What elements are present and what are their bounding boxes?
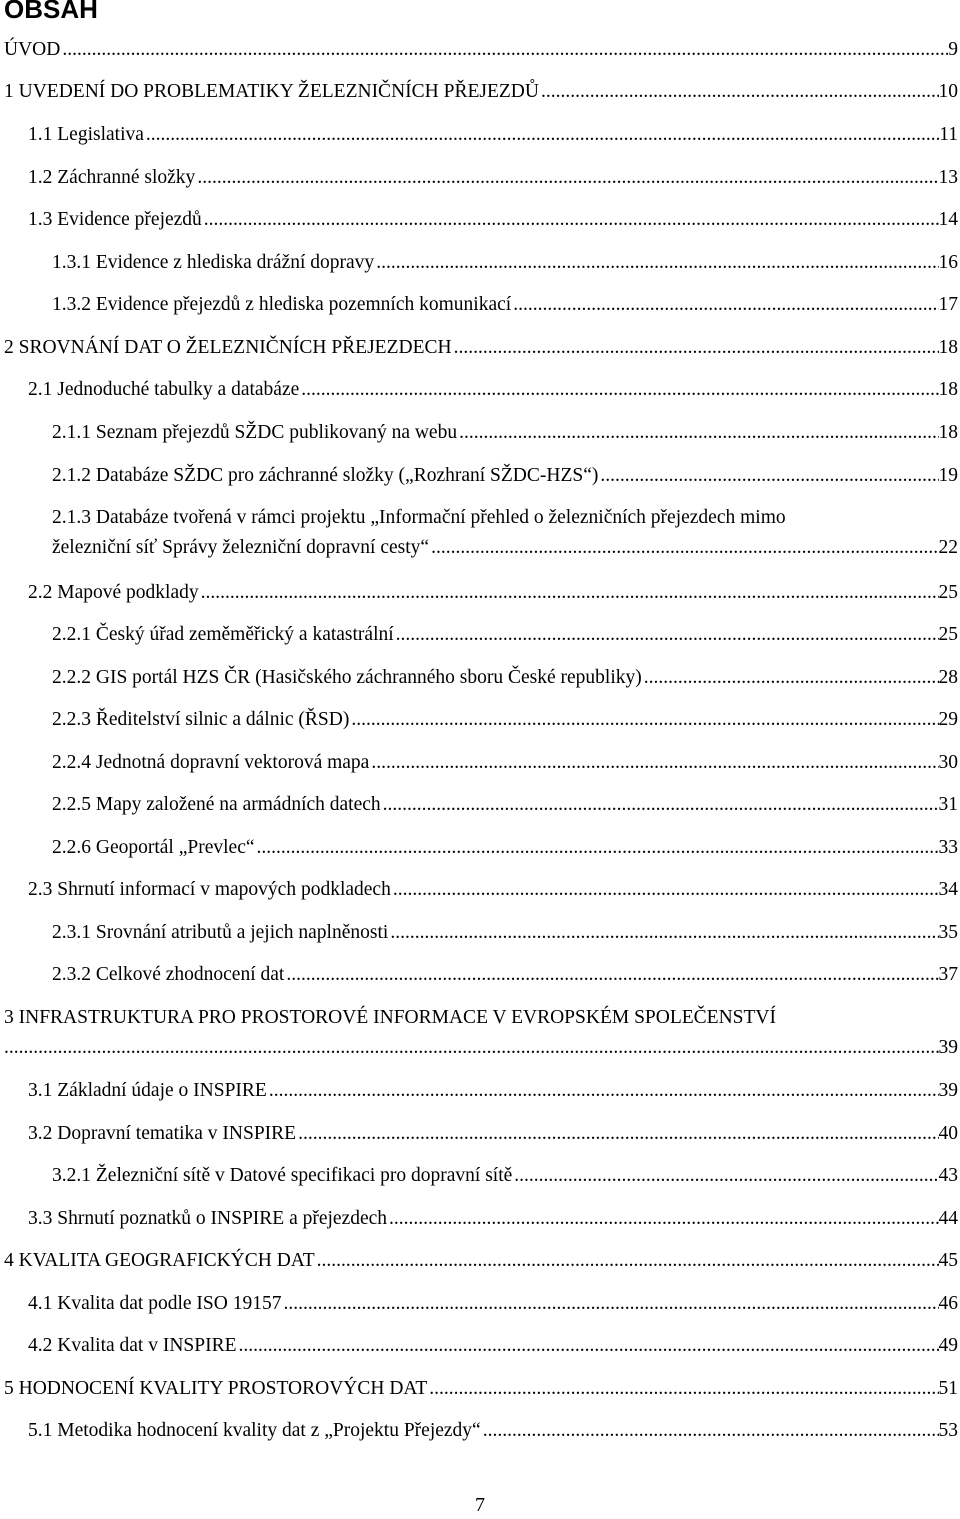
toc-entry-title: 3.2.1 Železniční sítě v Datové specifikaci pro dopravní sítě [52, 1165, 513, 1186]
toc-entry-2-2-6[interactable] [52, 834, 958, 862]
toc-entry-page: 51 [938, 1378, 958, 1399]
dot-leader [374, 249, 938, 277]
dot-leader [296, 1120, 938, 1148]
dot-leader [457, 419, 938, 447]
toc-entry-chapter-4[interactable] [4, 1247, 958, 1275]
toc-entry-title-line-2: železniční síť Správy železniční dopravní cesty“ [52, 537, 430, 558]
toc-entry-2-1-2[interactable] [52, 462, 958, 490]
toc-entry-page: 18 [938, 422, 958, 443]
toc-entry-title: 5.1 Metodika hodnocení kvality dat z „Projektu Přejezdy“ [28, 1420, 481, 1441]
toc-entry-title: 2.1.1 Seznam přejezdů SŽDC publikovaný na webu [52, 422, 458, 443]
dot-leader [512, 1162, 938, 1190]
dot-leader [391, 876, 939, 904]
toc-entry-page: 16 [938, 252, 958, 273]
toc-entry-title: ÚVOD [4, 39, 61, 60]
toc-entry-page: 37 [938, 964, 958, 985]
toc-entry-title: 2 SROVNÁNÍ DAT O ŽELEZNIČNÍCH PŘEJEZDECH [4, 337, 452, 358]
toc-entry-title: 2.2.4 Jednotná dopravní vektorová mapa [52, 752, 370, 773]
toc-entry-page: 35 [938, 922, 958, 943]
toc-entry-4-2[interactable] [28, 1332, 958, 1360]
dot-leader [387, 1205, 938, 1233]
toc-entry-3-2[interactable] [28, 1120, 958, 1148]
toc-entry-chapter-1[interactable] [4, 78, 958, 106]
toc-entry-title: 2.1.2 Databáze SŽDC pro záchranné složky („Rozhraní SŽDC-HZS“) [52, 465, 599, 486]
dot-leader [452, 334, 939, 362]
toc-entry-page: 34 [938, 879, 958, 900]
toc-entry-title: 2.2.5 Mapy založené na armádních datech [52, 794, 381, 815]
toc-entry-5-1[interactable] [28, 1417, 958, 1445]
toc-entry-title: 2.1 Jednoduché tabulky a databáze [28, 379, 300, 400]
dot-leader [511, 291, 938, 319]
toc-entry-title: 3.1 Základní údaje o INSPIRE [28, 1080, 267, 1101]
toc-entry-4-1[interactable] [28, 1290, 958, 1318]
toc-entry-page: 53 [938, 1420, 958, 1441]
toc-entry-uvod[interactable] [4, 36, 958, 64]
page-number: 7 [475, 1494, 485, 1516]
toc-entry-page: 22 [938, 537, 958, 558]
toc-entry-chapter-5[interactable] [4, 1375, 958, 1403]
toc-entry-title: 1.3 Evidence přejezdů [28, 209, 202, 230]
toc-entry-title: 1.2 Záchranné složky [28, 167, 196, 188]
toc-entry-page: 19 [938, 465, 958, 486]
dot-leader [349, 706, 938, 734]
dot-leader [4, 1034, 939, 1062]
dot-leader [281, 1290, 938, 1318]
dot-leader [299, 376, 938, 404]
toc-entry-title: 2.2 Mapové podklady [28, 582, 199, 603]
toc-entry-2-1-3[interactable] [52, 504, 958, 562]
toc-entry-page: 46 [938, 1293, 958, 1314]
toc-entry-title: 3.2 Dopravní tematika v INSPIRE [28, 1123, 297, 1144]
toc-entry-page: 18 [938, 337, 958, 358]
dot-leader [598, 462, 938, 490]
toc-entry-page: 9 [948, 39, 958, 60]
toc-entry-2-2-3[interactable] [52, 706, 958, 734]
toc-entry-1-1[interactable] [28, 121, 958, 149]
toc-entry-2-2[interactable] [28, 579, 958, 607]
toc-entry-page: 33 [938, 837, 958, 858]
toc-entry-title: 2.2.6 Geoportál „Prevlec“ [52, 837, 255, 858]
toc-entry-page: 18 [938, 379, 958, 400]
toc-entry-2-2-5[interactable] [52, 791, 958, 819]
toc-entry-page: 49 [938, 1335, 958, 1356]
toc-entry-title: 5 HODNOCENÍ KVALITY PROSTOROVÝCH DAT [4, 1378, 428, 1399]
toc-entry-page: 44 [938, 1208, 958, 1229]
toc-entry-page: 14 [938, 209, 958, 230]
dot-leader [369, 749, 938, 777]
toc-entry-2-3-1[interactable] [52, 919, 958, 947]
toc-entry-2-2-1[interactable] [52, 621, 958, 649]
dot-leader [381, 791, 939, 819]
dot-leader [199, 579, 939, 607]
toc-entry-1-2[interactable] [28, 164, 958, 192]
dot-leader [267, 1077, 939, 1105]
toc-entry-page: 29 [938, 709, 958, 730]
toc-entry-page: 28 [938, 667, 958, 688]
toc-entry-2-3[interactable] [28, 876, 958, 904]
toc-entry-page: 30 [938, 752, 958, 773]
dot-leader [315, 1247, 939, 1275]
toc-entry-title: 4.2 Kvalita dat v INSPIRE [28, 1335, 237, 1356]
toc-entry-title: 1.1 Legislativa [28, 124, 144, 145]
toc-entry-page: 39 [938, 1080, 958, 1101]
dot-leader [642, 664, 939, 692]
toc-entry-title: 1 UVEDENÍ DO PROBLEMATIKY ŽELEZNIČNÍCH PŘEJEZDŮ [4, 81, 539, 102]
toc-entry-1-3-2[interactable] [52, 291, 958, 319]
dot-leader [481, 1417, 939, 1445]
toc-entry-2-1[interactable] [28, 376, 958, 404]
dot-leader [394, 621, 939, 649]
toc-entry-page: 40 [938, 1123, 958, 1144]
toc-entry-page: 11 [939, 124, 958, 145]
toc-entry-2-1-1[interactable] [52, 419, 958, 447]
toc-entry-3-3[interactable] [28, 1205, 958, 1233]
toc-entry-2-2-4[interactable] [52, 749, 958, 777]
toc-entry-title: 2.3 Shrnutí informací v mapových podkladech [28, 879, 391, 900]
toc-entry-title: 4 KVALITA GEOGRAFICKÝCH DAT [4, 1250, 315, 1271]
toc-entry-title: 3.3 Shrnutí poznatků o INSPIRE a přejezdech [28, 1208, 388, 1229]
toc-entry-title-line-1: 2.1.3 Databáze tvořená v rámci projektu „Informační přehled o železničních přejezdech mimo [52, 507, 786, 528]
toc-entry-title: 1.3.1 Evidence z hlediska drážní dopravy [52, 252, 375, 273]
toc-entry-2-3-2[interactable] [52, 961, 958, 989]
toc-entry-page: 43 [938, 1165, 958, 1186]
toc-entry-3-2-1[interactable] [52, 1162, 958, 1190]
toc-entry-1-3-1[interactable] [52, 249, 958, 277]
dot-leader [429, 534, 938, 562]
toc-entry-page: 39 [938, 1037, 958, 1058]
toc-entry-page: 25 [938, 624, 958, 645]
dot-leader [195, 164, 938, 192]
toc-entry-chapter-2[interactable] [4, 334, 958, 362]
toc-entry-title: 1.3.2 Evidence přejezdů z hlediska pozemních komunikací [52, 294, 512, 315]
toc-entry-3-1[interactable] [28, 1077, 958, 1105]
toc-entry-title: 2.2.2 GIS portál HZS ČR (Hasičského záchranného sboru České republiky) [52, 667, 642, 688]
toc-entry-2-2-2[interactable] [52, 664, 958, 692]
dot-leader [144, 121, 939, 149]
toc-entry-1-3[interactable] [28, 206, 958, 234]
toc-entry-page: 10 [938, 81, 958, 102]
toc-entry-page: 45 [938, 1250, 958, 1271]
dot-leader [427, 1375, 938, 1403]
toc-entry-page: 25 [938, 582, 958, 603]
dot-leader [284, 961, 938, 989]
toc-entry-title: 2.2.3 Ředitelství silnic a dálnic (ŘSD) [52, 709, 350, 730]
dot-leader [388, 919, 938, 947]
dot-leader [202, 206, 939, 234]
toc-entry-page: 13 [938, 167, 958, 188]
toc-entry-chapter-3[interactable] [4, 1004, 958, 1062]
dot-leader [539, 78, 939, 106]
dot-leader [237, 1332, 939, 1360]
toc-entry-title: 2.3.2 Celkové zhodnocení dat [52, 964, 285, 985]
dot-leader [60, 36, 948, 64]
toc-entry-title: 2.3.1 Srovnání atributů a jejich naplněnosti [52, 922, 389, 943]
toc-entry-title-line-1: 3 INFRASTRUKTURA PRO PROSTOROVÉ INFORMACE V EVROPSKÉM SPOLEČENSTVÍ [4, 1007, 777, 1028]
page-title: OBSAH [4, 0, 98, 24]
toc-entry-page: 17 [938, 294, 958, 315]
toc-entry-title: 2.2.1 Český úřad zeměměřický a katastrální [52, 624, 394, 645]
dot-leader [255, 834, 939, 862]
toc-entry-title: 4.1 Kvalita dat podle ISO 19157 [28, 1293, 282, 1314]
toc-entry-page: 31 [938, 794, 958, 815]
